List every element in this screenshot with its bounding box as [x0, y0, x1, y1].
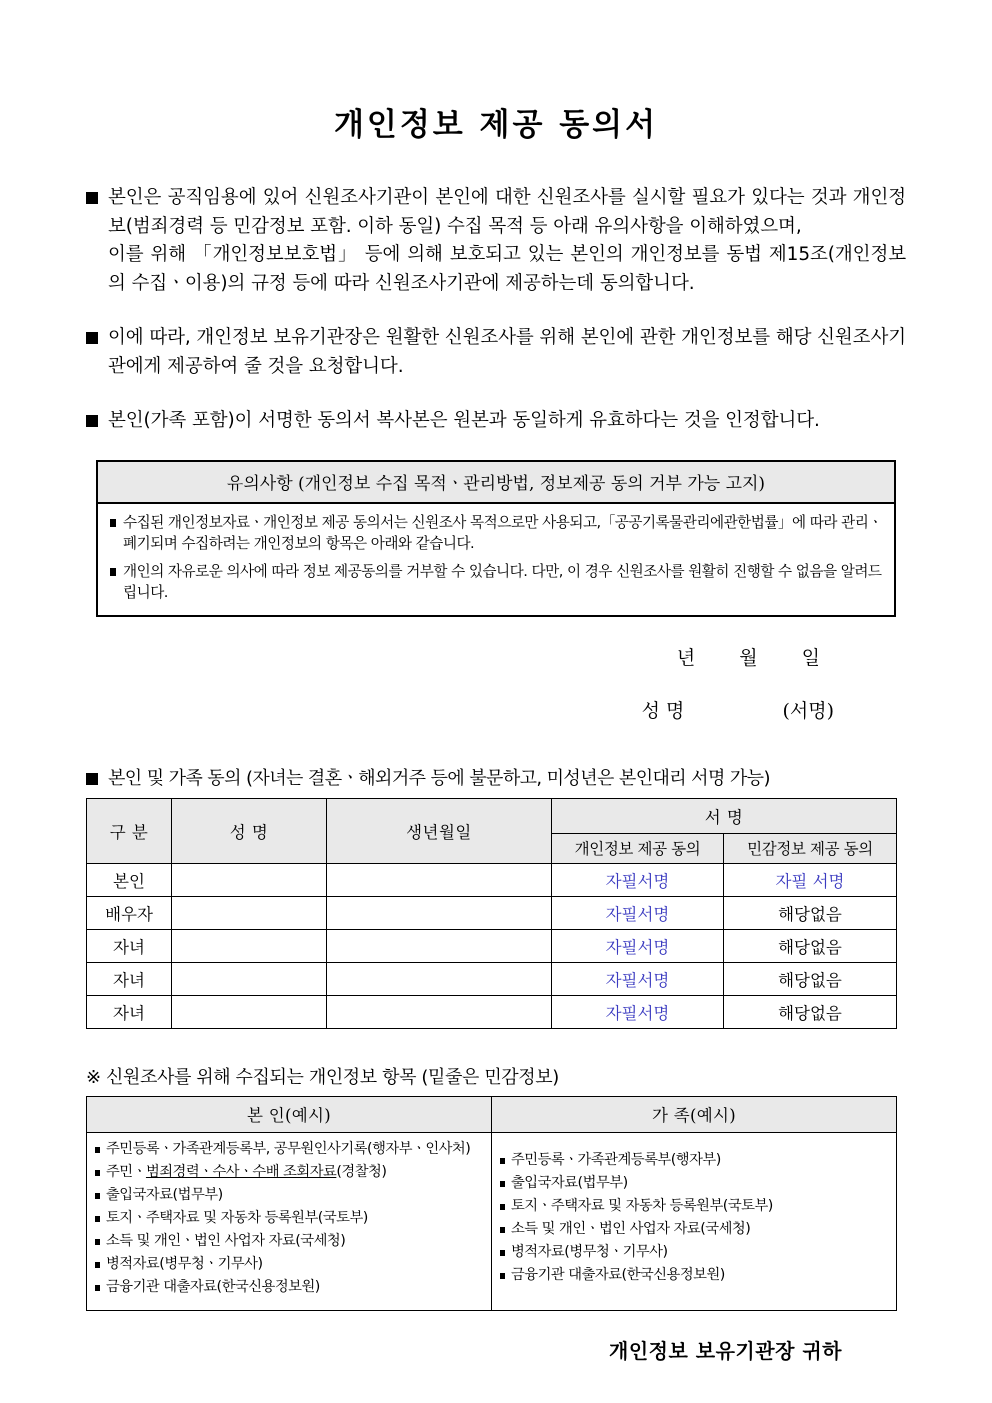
- list-item-label: 토지ㆍ주택자료 및 자동차 등록원부(국토부): [511, 1198, 773, 1215]
- page-title: 개인정보 제공 동의서: [333, 107, 659, 143]
- list-item: [95, 1231, 483, 1251]
- list-item-label: 금융기관 대출자료(한국신용정보원): [511, 1267, 725, 1284]
- intro-bullet-1: [86, 184, 906, 298]
- square-bullet-icon: [86, 773, 98, 785]
- list-item: [500, 1242, 888, 1262]
- notice-box-header: 유의사항 (개인정보 수집 목적ㆍ관리방법, 정보제공 동의 거부 가능 고지): [98, 462, 894, 504]
- list-item: [500, 1219, 888, 1239]
- th-signature-group: 서 명: [552, 798, 897, 833]
- family-section-heading-text: 본인 및 가족 동의 (자녀는 결혼ㆍ해외거주 등에 불문하고, 미성년은 본인대리 서명 가능): [108, 767, 770, 789]
- th-sig-personal: 개인정보 제공 동의: [552, 833, 724, 863]
- cell-sig-sensitive: 해당없음: [724, 929, 897, 962]
- notice-item-text: 개인의 자유로운 의사에 따라 정보 제공동의를 거부할 수 있습니다. 다만, 이 경우 신원조사를 원활히 진행할 수 없음을 알려드립니다.: [123, 562, 882, 601]
- cell-sig-personal[interactable]: 자필서명: [552, 896, 724, 929]
- notice-item: [110, 512, 882, 554]
- cell-sig-sensitive: 해당없음: [724, 995, 897, 1028]
- notice-box: [96, 460, 896, 617]
- cell-category: 자녀: [87, 929, 172, 962]
- cell-name-input[interactable]: [172, 929, 327, 962]
- footer-addressee: 개인정보 보유기관장 귀하: [609, 1338, 842, 1363]
- cell-category: 본인: [87, 863, 172, 896]
- list-item: [95, 1185, 483, 1205]
- table-row: [87, 929, 897, 962]
- intro-bullet-3-text: [108, 407, 906, 436]
- date-day-label: 일: [801, 646, 820, 669]
- signer-line: [86, 696, 906, 723]
- small-square-bullet-icon: [500, 1250, 505, 1256]
- list-item: [500, 1173, 888, 1193]
- cell-sig-personal[interactable]: 자필서명: [552, 995, 724, 1028]
- table-row: [87, 962, 897, 995]
- date-year-label: 년: [676, 646, 696, 669]
- signer-name-label: 성 명: [641, 699, 685, 722]
- square-bullet-icon: [86, 192, 98, 204]
- list-item: [500, 1265, 888, 1285]
- cell-birthdate-input[interactable]: [327, 929, 552, 962]
- table-row: [87, 863, 897, 896]
- cell-birthdate-input[interactable]: [327, 896, 552, 929]
- small-square-bullet-icon: [500, 1181, 505, 1187]
- table-row: [87, 1132, 897, 1310]
- collected-items-table-body: [87, 1132, 897, 1310]
- signer-sign-label: (서명): [782, 699, 834, 722]
- list-item-label: 출입국자료(법무부): [511, 1175, 628, 1192]
- cell-sig-personal[interactable]: 자필서명: [552, 929, 724, 962]
- cell-sig-sensitive: 해당없음: [724, 962, 897, 995]
- th-family: 가 족(예시): [492, 1096, 897, 1132]
- cell-birthdate-input[interactable]: [327, 995, 552, 1028]
- small-square-bullet-icon: [95, 1170, 100, 1176]
- th-birthdate: 생년월일: [327, 798, 552, 863]
- table-header-row: [87, 1096, 897, 1132]
- intro-bullet-2-text: [108, 324, 906, 381]
- list-item-label: 소득 및 개인ㆍ법인 사업자 자료(국세청): [511, 1221, 751, 1238]
- list-item: [95, 1277, 483, 1297]
- cell-category: 자녀: [87, 995, 172, 1028]
- items-section-note: ※ 신원조사를 위해 수집되는 개인정보 항목 (밑줄은 민감정보): [86, 1066, 559, 1088]
- cell-category: 배우자: [87, 896, 172, 929]
- cell-name-input[interactable]: [172, 995, 327, 1028]
- small-square-bullet-icon: [95, 1239, 100, 1245]
- collected-items-table-head: [87, 1096, 897, 1132]
- cell-sig-sensitive: 해당없음: [724, 896, 897, 929]
- cell-sig-personal[interactable]: 자필서명: [552, 962, 724, 995]
- intro-bullet-list: [86, 184, 906, 436]
- table-header-row: [87, 798, 897, 833]
- table-row: [87, 995, 897, 1028]
- intro-bullet-2-line-1: 이에 따라, 개인정보 보유기관장은 원활한 신원조사를 위해 본인에 관한 개인정보를 해당 신원조사기관에게 제공하여 줄 것을 요청합니다.: [108, 327, 906, 377]
- intro-bullet-1-line-2: 이를 위해 「개인정보보호법」 등에 의해 보호되고 있는 본인의 개인정보를 동법 제15조(개인정보의 수집ㆍ이용)의 규정 등에 따라 신원조사기관에 제공하는데 동의합니다.: [108, 244, 906, 294]
- th-name: 성 명: [172, 798, 327, 863]
- cell-sig-personal[interactable]: 자필서명: [552, 863, 724, 896]
- list-item-label: 주민등록ㆍ가족관계등록부(행자부): [511, 1152, 721, 1169]
- cell-category: 자녀: [87, 962, 172, 995]
- list-item: [95, 1139, 483, 1159]
- list-item-label: 병적자료(병무청ㆍ기무사): [106, 1255, 263, 1272]
- list-item: [95, 1254, 483, 1274]
- collected-items-table: [86, 1096, 897, 1311]
- list-item-label: 토지ㆍ주택자료 및 자동차 등록원부(국토부): [106, 1209, 368, 1226]
- cell-sig-sensitive[interactable]: 자필 서명: [724, 863, 897, 896]
- th-category: 구 분: [87, 798, 172, 863]
- list-item-label: 소득 및 개인ㆍ법인 사업자 자료(국세청): [106, 1232, 346, 1249]
- list-item-label-sensitive: 주민ㆍ범죄경력ㆍ수사ㆍ수배 조회자료(경찰청): [106, 1163, 387, 1180]
- intro-bullet-3: [86, 407, 906, 436]
- intro-bullet-3-line-1: 본인(가족 포함)이 서명한 동의서 복사본은 원본과 동일하게 유효하다는 것을 인정합니다.: [108, 410, 820, 432]
- cell-family-items: [492, 1132, 897, 1310]
- family-consent-table-body: [87, 863, 897, 1028]
- table-row: [87, 896, 897, 929]
- th-sig-sensitive: 민감정보 제공 동의: [724, 833, 897, 863]
- list-item-label: 병적자료(병무청ㆍ기무사): [511, 1244, 668, 1261]
- list-item-label: 금융기관 대출자료(한국신용정보원): [106, 1278, 320, 1295]
- cell-self-items: [87, 1132, 492, 1310]
- notice-item-text: 수집된 개인정보자료ㆍ개인정보 제공 동의서는 신원조사 목적으로만 사용되고,「공공기록물관리에관한법률」에 따라 관리ㆍ폐기되며 수집하려는 개인정보의 항목은 아래와 같습니다.: [123, 513, 882, 552]
- notice-item: [110, 561, 882, 603]
- family-consent-table: [86, 798, 897, 1029]
- cell-name-input[interactable]: [172, 962, 327, 995]
- small-square-bullet-icon: [95, 1193, 100, 1199]
- square-bullet-icon: [86, 332, 98, 344]
- cell-name-input[interactable]: [172, 896, 327, 929]
- intro-bullet-2: [86, 324, 906, 381]
- cell-birthdate-input[interactable]: [327, 962, 552, 995]
- small-square-bullet-icon: [110, 568, 116, 576]
- small-square-bullet-icon: [95, 1147, 100, 1153]
- family-section-heading: [86, 767, 906, 791]
- list-item: [500, 1150, 888, 1170]
- small-square-bullet-icon: [110, 519, 116, 527]
- cell-name-input[interactable]: [172, 863, 327, 896]
- small-square-bullet-icon: [95, 1262, 100, 1268]
- family-consent-table-head: [87, 798, 897, 863]
- small-square-bullet-icon: [95, 1216, 100, 1222]
- small-square-bullet-icon: [500, 1204, 505, 1210]
- small-square-bullet-icon: [500, 1227, 505, 1233]
- intro-bullet-1-line-1: 본인은 공직임용에 있어 신원조사기관이 본인에 대한 신원조사를 실시할 필요가 있다는 것과 개인정보(범죄경력 등 민감정보 포함. 이하 동일) 수집 목적 등 아래 유의사항을 이해하였으며,: [108, 187, 906, 237]
- list-item-label: 출입국자료(법무부): [106, 1186, 223, 1203]
- list-item: [95, 1162, 483, 1182]
- cell-birthdate-input[interactable]: [327, 863, 552, 896]
- date-month-label: 월: [739, 646, 758, 669]
- square-bullet-icon: [86, 415, 98, 427]
- small-square-bullet-icon: [500, 1158, 505, 1164]
- list-item-label: 주민등록ㆍ가족관계등록부, 공무원인사기록(행자부ㆍ인사처): [106, 1140, 471, 1157]
- date-line: [86, 643, 906, 670]
- small-square-bullet-icon: [95, 1285, 100, 1291]
- small-square-bullet-icon: [500, 1273, 505, 1279]
- intro-bullet-1-text: [108, 184, 906, 298]
- th-self: 본 인(예시): [87, 1096, 492, 1132]
- list-item: [500, 1196, 888, 1216]
- list-item: [95, 1208, 483, 1228]
- notice-box-body: [98, 504, 894, 615]
